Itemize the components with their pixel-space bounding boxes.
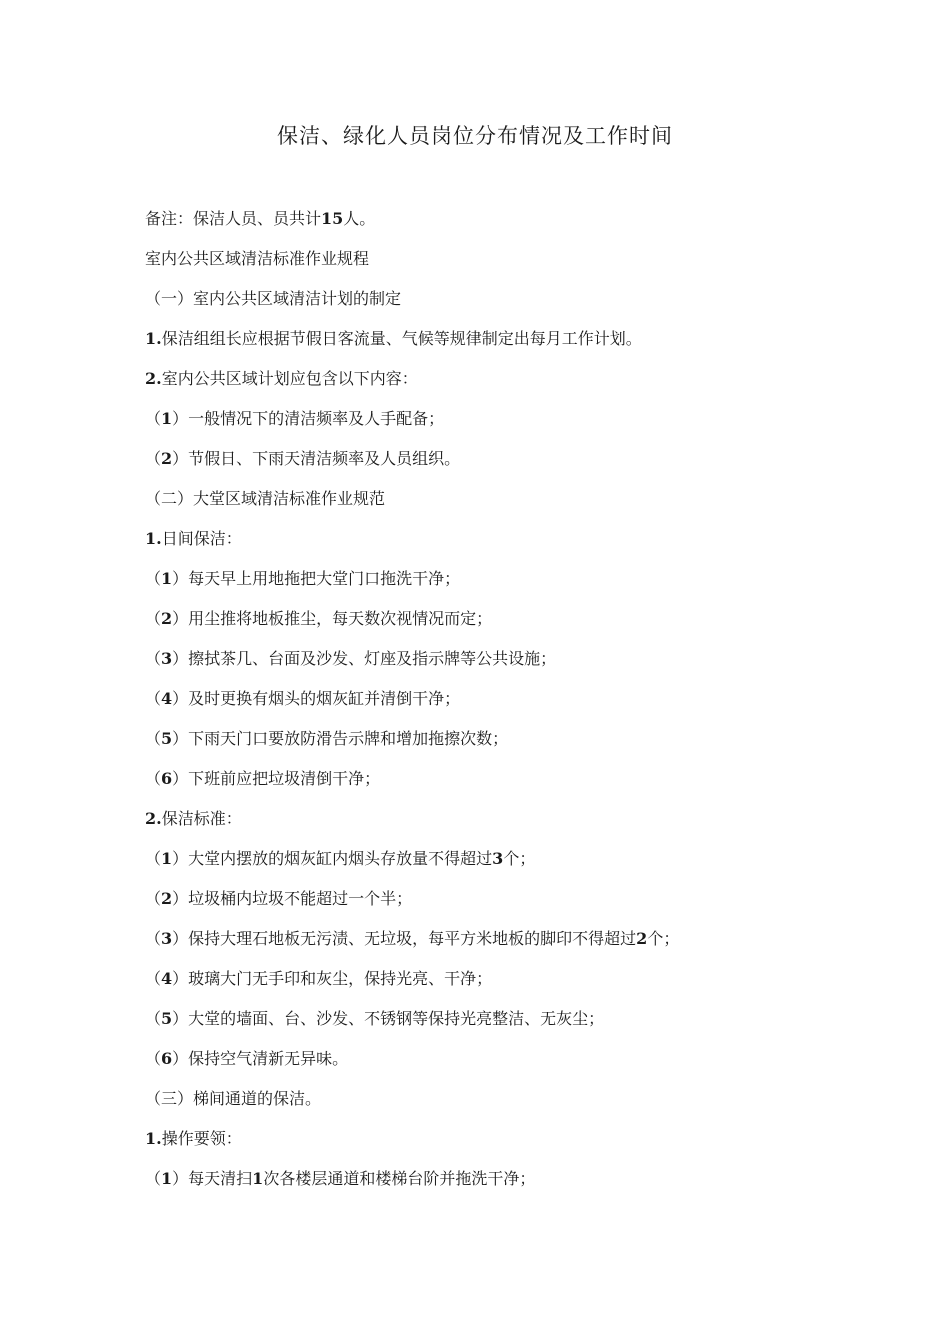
paragraph-line: （1）每天早上用地拖把大堂门口拖洗干净； [145,569,461,588]
paragraph-line: 备注：保洁人员、员共计15人。 [145,209,376,228]
paragraph-line: （4）玻璃大门无手印和灰尘，保持光亮、干净； [145,969,493,988]
document-body [145,205,845,1205]
paragraph-line: （一）室内公共区域清洁计划的制定 [145,289,402,308]
paragraph-line: （6）下班前应把垃圾清倒干净； [145,769,381,788]
paragraph-line: （3）保持大理石地板无污渍、无垃圾，每平方米地板的脚印不得超过2个； [145,929,680,948]
paragraph-line: （2）节假日、下雨天清洁频率及人员组织。 [145,449,461,468]
paragraph-line: （4）及时更换有烟头的烟灰缸并清倒干净； [145,689,461,708]
document-title: 保洁、绿化人员岗位分布情况及工作时间 [277,124,673,148]
paragraph-line: 室内公共区域清洁标准作业规程 [145,249,370,268]
paragraph-line: （5）大堂的墙面、台、沙发、不锈钢等保持光亮整洁、无灰尘； [145,1009,605,1028]
paragraph-line: 2.室内公共区域计划应包含以下内容： [145,369,418,388]
paragraph-line: （2）用尘推将地板推尘，每天数次视情况而定； [145,609,493,628]
paragraph-line: （3）擦拭茶几、台面及沙发、灯座及指示牌等公共设施； [145,649,557,668]
paragraph-line: （1）一般情况下的清洁频率及人手配备； [145,409,445,428]
paragraph-line: （二）大堂区域清洁标准作业规范 [145,489,386,508]
paragraph-line: （1）大堂内摆放的烟灰缸内烟头存放量不得超过3个； [145,849,536,868]
paragraph-line: （6）保持空气清新无异味。 [145,1049,349,1068]
paragraph-line: 2.保洁标准： [145,809,242,828]
paragraph-line: （5）下雨天门口要放防滑告示牌和增加拖擦次数； [145,729,509,748]
paragraph-line: （三）梯间通道的保洁。 [145,1089,322,1108]
paragraph-line: （1）每天清扫1次各楼层通道和楼梯台阶并拖洗干净； [145,1169,536,1188]
paragraph-line: （2）垃圾桶内垃圾不能超过一个半； [145,889,413,908]
paragraph-line: 1.日间保洁： [145,529,242,548]
paragraph-line: 1.操作要领： [145,1129,242,1148]
paragraph-line: 1.保洁组组长应根据节假日客流量、气候等规律制定出每月工作计划。 [145,329,642,348]
